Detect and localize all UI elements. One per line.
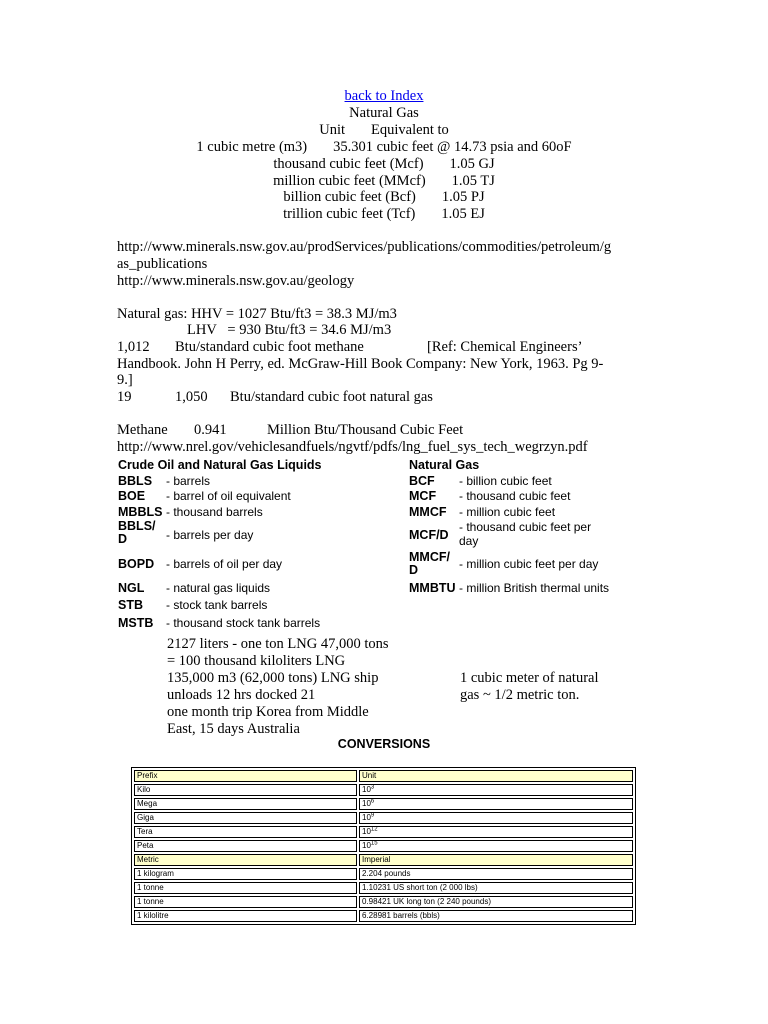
imperial-cell: 2.204 pounds bbox=[359, 868, 633, 880]
abbrev-desc: - stock tank barrels bbox=[166, 598, 268, 612]
page-title: Natural Gas bbox=[349, 105, 419, 121]
url-nrel: http://www.nrel.gov/vehiclesandfuels/ngvtf/pdfs/lng_fuel_sys_tech_wegrzyn.pdf bbox=[117, 439, 588, 455]
lng-line-3: 135,000 m3 (62,000 tons) LNG ship bbox=[167, 670, 379, 686]
methane-ratio: 0.941 bbox=[194, 422, 227, 438]
abbrev-desc: - thousand cubic feet per day bbox=[459, 520, 592, 548]
methane-desc: Btu/standard cubic foot methane bbox=[175, 339, 364, 355]
reference-line-3: 9.] bbox=[117, 372, 133, 388]
header-cell: Imperial bbox=[359, 854, 633, 866]
table-row bbox=[134, 882, 633, 894]
gas-mass-note-1: 1 cubic meter of natural bbox=[460, 670, 599, 686]
table-row bbox=[134, 910, 633, 922]
conversions-title: CONVERSIONS bbox=[337, 737, 431, 751]
abbrev-desc: - million cubic feet per day bbox=[459, 557, 599, 571]
url-minerals-publications-2: as_publications bbox=[117, 256, 208, 272]
table-row bbox=[134, 798, 633, 810]
abbrev-code: BOPD bbox=[118, 557, 155, 571]
prefix-value: $10^{12}$ bbox=[359, 826, 633, 838]
unit-name: million cubic feet (MMcf) bbox=[273, 173, 426, 189]
abbrev-code: BCF bbox=[409, 474, 435, 488]
natural-gas-desc: Btu/standard cubic foot natural gas bbox=[230, 389, 433, 405]
prefix-name: Kilo bbox=[134, 784, 357, 796]
unit-equivalent: 35.301 cubic feet @ 14.73 psia and 60oF bbox=[333, 139, 572, 155]
abbrev-code: BBLS/ D bbox=[118, 519, 156, 546]
unit-header: Unit bbox=[319, 122, 346, 138]
unit-row bbox=[0, 189, 768, 206]
metric-cell: 1 tonne bbox=[134, 896, 357, 908]
gas-mass-note-2: gas ~ 1/2 metric ton. bbox=[460, 687, 580, 703]
prefix-value: $10^9$ bbox=[359, 812, 633, 824]
abbrev-code: MMCF bbox=[409, 505, 447, 519]
abbrev-code: BOE bbox=[118, 489, 146, 503]
imperial-cell: 1.10231 US short ton (2 000 lbs) bbox=[359, 882, 633, 894]
table-header-row bbox=[134, 770, 633, 782]
abbrev-code: MMCF/ D bbox=[409, 550, 450, 577]
metric-cell: 1 kilogram bbox=[134, 868, 357, 880]
abbrev-desc: - barrels bbox=[166, 474, 211, 488]
abbrev-desc: - billion cubic feet bbox=[459, 474, 552, 488]
abbrev-desc: - barrels per day bbox=[166, 528, 254, 542]
table-row bbox=[134, 840, 633, 852]
back-to-index-line bbox=[0, 88, 768, 105]
table-row bbox=[134, 868, 633, 880]
prefix-name: Mega bbox=[134, 798, 357, 810]
prefix-value: $10^6$ bbox=[359, 798, 633, 810]
abbrev-code: NGL bbox=[118, 581, 145, 595]
lng-line-4: unloads 12 hrs docked 21 bbox=[167, 687, 316, 703]
unit-name: 1 cubic metre (m3) bbox=[196, 139, 308, 155]
conversions-table bbox=[131, 767, 636, 925]
prefix-name: Tera bbox=[134, 826, 357, 838]
abbrev-code: MMBTU bbox=[409, 581, 456, 595]
abbrev-desc: - barrels of oil per day bbox=[166, 557, 283, 571]
unit-row bbox=[0, 156, 768, 173]
back-to-index-link[interactable]: back to Index bbox=[344, 88, 424, 104]
methane-value: 1,012 bbox=[117, 339, 150, 355]
prefix-value: $10^{15}$ bbox=[359, 840, 633, 852]
equivalent-header: Equivalent to bbox=[371, 122, 449, 138]
abbrev-item bbox=[118, 520, 418, 550]
abbrev-desc: - thousand stock tank barrels bbox=[166, 616, 321, 630]
prefix-name: Peta bbox=[134, 840, 357, 852]
unit-name: trillion cubic feet (Tcf) bbox=[283, 206, 416, 222]
lng-line-1: 2127 liters - one ton LNG 47,000 tons bbox=[167, 636, 389, 652]
unit-equivalent: 1.05 TJ bbox=[451, 173, 495, 189]
abbrev-code: MBBLS bbox=[118, 505, 163, 519]
url-minerals-geology: http://www.minerals.nsw.gov.au/geology bbox=[117, 273, 355, 289]
hhv-line: Natural gas: HHV = 1027 Btu/ft3 = 38.3 MJ/m3 bbox=[117, 306, 397, 322]
prefix-name: Giga bbox=[134, 812, 357, 824]
lng-line-2: = 100 thousand kiloliters LNG bbox=[167, 653, 346, 669]
unit-row bbox=[0, 173, 768, 190]
metric-cell: 1 kilolitre bbox=[134, 910, 357, 922]
table-row bbox=[134, 812, 633, 824]
abbrev-desc: - barrel of oil equivalent bbox=[166, 489, 291, 503]
reference-line-1: [Ref: Chemical Engineers’ bbox=[427, 339, 583, 355]
unit-row bbox=[0, 206, 768, 223]
reference-line-2: Handbook. John H Perry, ed. McGraw-Hill Book Company: New York, 1963. Pg 9- bbox=[117, 356, 604, 372]
abbrev-desc: - natural gas liquids bbox=[166, 581, 271, 595]
header-cell: Unit bbox=[359, 770, 633, 782]
natural-gas-value: 1,050 bbox=[175, 389, 208, 405]
table-header-row bbox=[134, 854, 633, 866]
prefix-value: $10^3$ bbox=[359, 784, 633, 796]
header-cell: Metric bbox=[134, 854, 357, 866]
lhv-line: LHV = 930 Btu/ft3 = 34.6 MJ/m3 bbox=[187, 322, 392, 338]
abbrev-code: MSTB bbox=[118, 616, 154, 630]
abbrev-code: MCF/D bbox=[409, 528, 449, 542]
table-row bbox=[134, 896, 633, 908]
abbrev-item bbox=[409, 520, 609, 550]
abbrev-code: MCF bbox=[409, 489, 437, 503]
unit-equivalent: 1.05 PJ bbox=[441, 189, 485, 205]
metric-cell: 1 tonne bbox=[134, 882, 357, 894]
table-row bbox=[134, 826, 633, 838]
abbrev-code: STB bbox=[118, 598, 143, 612]
natural-gas-heading: Natural Gas bbox=[409, 458, 480, 472]
unit-name: thousand cubic feet (Mcf) bbox=[273, 156, 424, 172]
header-cell: Prefix bbox=[134, 770, 357, 782]
abbrev-desc: - million British thermal units bbox=[459, 581, 610, 595]
units-column-headers bbox=[0, 122, 768, 139]
abbrev-desc: - thousand cubic feet bbox=[459, 489, 571, 503]
lng-line-5: one month trip Korea from Middle bbox=[167, 704, 369, 720]
abbrev-desc: - million cubic feet bbox=[459, 505, 556, 519]
crude-oil-heading: Crude Oil and Natural Gas Liquids bbox=[118, 458, 322, 472]
imperial-cell: 0.98421 UK long ton (2 240 pounds) bbox=[359, 896, 633, 908]
table-row bbox=[134, 784, 633, 796]
unit-equivalent: 1.05 EJ bbox=[441, 206, 485, 222]
abbrev-item bbox=[409, 551, 649, 581]
methane-label: Methane bbox=[117, 422, 168, 438]
number-19: 19 bbox=[117, 389, 132, 405]
imperial-cell: 6.28981 barrels (bbls) bbox=[359, 910, 633, 922]
abbrev-desc: - thousand barrels bbox=[166, 505, 263, 519]
unit-row bbox=[0, 139, 768, 156]
unit-equivalent: 1.05 GJ bbox=[449, 156, 495, 172]
methane-ratio-unit: Million Btu/Thousand Cubic Feet bbox=[267, 422, 464, 438]
url-minerals-publications-1: http://www.minerals.nsw.gov.au/prodServices/publications/commodities/petroleum/g bbox=[117, 239, 612, 255]
lng-line-6: East, 15 days Australia bbox=[167, 721, 300, 737]
unit-name: billion cubic feet (Bcf) bbox=[283, 189, 416, 205]
abbrev-code: BBLS bbox=[118, 474, 153, 488]
